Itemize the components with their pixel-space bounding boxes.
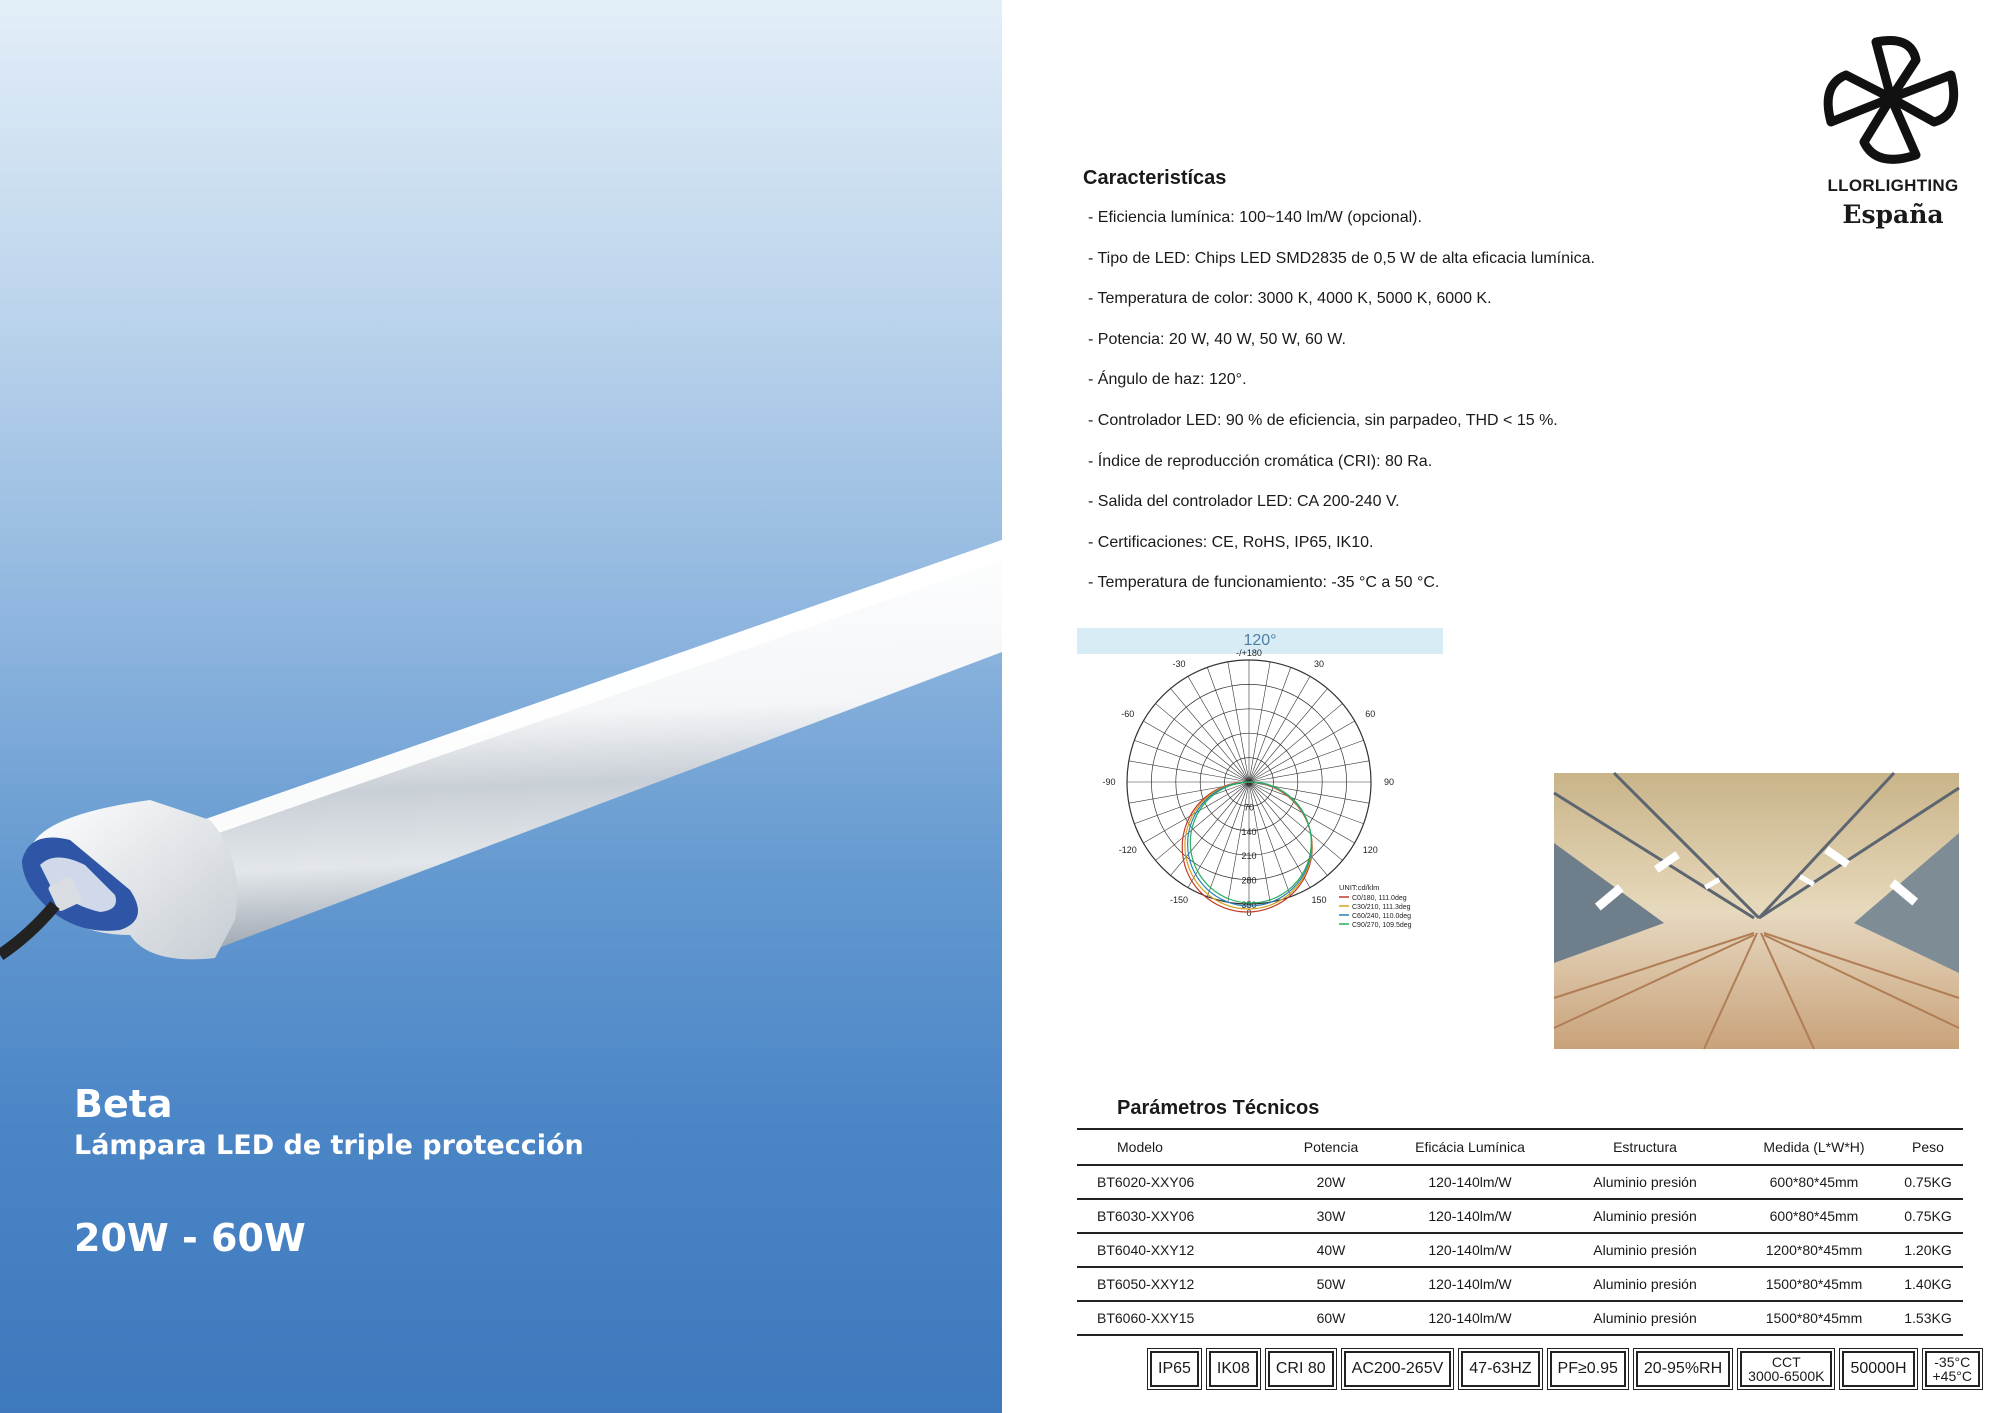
lifespan-icon xyxy=(1842,1351,1914,1387)
table-cell: 0.75KG xyxy=(1893,1165,1963,1199)
brand-name: LLORLIGHTING xyxy=(1827,176,1959,195)
table-row xyxy=(1077,1233,1963,1267)
params-heading: Parámetros Técnicos xyxy=(1117,1097,1320,1119)
table-cell: Aluminio presión xyxy=(1555,1301,1735,1335)
table-row xyxy=(1077,1165,1963,1199)
table-cell: 0.75KG xyxy=(1893,1199,1963,1233)
spec-label: PF≥0.95 xyxy=(1557,1360,1618,1377)
legend-entry: C60/240, 110.0deg xyxy=(1352,913,1412,920)
spec-label: -35°C xyxy=(1934,1354,1971,1370)
polar-angle-label: 90 xyxy=(1383,777,1395,787)
polar-radial-label: 350 xyxy=(1241,900,1257,910)
column-header: Modelo xyxy=(1077,1129,1277,1165)
polar-radial-label: 70 xyxy=(1243,802,1255,813)
legend-title: UNIT:cd/klm xyxy=(1339,883,1380,892)
feature-item: - Índice de reproducción cromática (CRI): 80 Ra. xyxy=(1088,452,1433,470)
table-cell: 1.53KG xyxy=(1893,1301,1963,1335)
polar-angle-label: -90 xyxy=(1102,777,1116,787)
poultry-house-photo xyxy=(1554,773,1959,1049)
polar-top-label: -/+180 xyxy=(1236,648,1262,658)
table-cell: BT6060-XXY15 xyxy=(1077,1301,1277,1335)
legend-entry: C30/210, 111.3deg xyxy=(1352,904,1411,911)
table-cell: 1200*80*45mm xyxy=(1735,1233,1893,1267)
table-cell: 120-140lm/W xyxy=(1385,1301,1555,1335)
table-cell: 1500*80*45mm xyxy=(1735,1267,1893,1301)
table-cell: 1.20KG xyxy=(1893,1233,1963,1267)
table-cell: 120-140lm/W xyxy=(1385,1233,1555,1267)
features-heading: Caracteristícas xyxy=(1083,167,1227,189)
table-cell: 120-140lm/W xyxy=(1385,1165,1555,1199)
table-cell: BT6030-XXY06 xyxy=(1077,1199,1277,1233)
table-cell: Aluminio presión xyxy=(1555,1165,1735,1199)
humidity-icon xyxy=(1636,1351,1730,1387)
table-header-row xyxy=(1077,1129,1963,1165)
table-cell: 20W xyxy=(1277,1165,1385,1199)
polar-angle-label: 30 xyxy=(1313,659,1325,670)
spec-label: CCT xyxy=(1771,1354,1801,1370)
spec-value: +45°C xyxy=(1932,1368,1972,1384)
table-cell: BT6040-XXY12 xyxy=(1077,1233,1277,1267)
table-row xyxy=(1077,1199,1963,1233)
spec-label: IP65 xyxy=(1158,1360,1191,1377)
polar-angle-label: 120 xyxy=(1362,845,1378,855)
brand-region: España xyxy=(1842,200,1944,229)
feature-item: - Controlador LED: 90 % de eficiencia, sin parpadeo, THD < 15 %. xyxy=(1088,411,1558,429)
polar-radial-label: 0 xyxy=(1246,778,1252,788)
feature-item: - Eficiencia lumínica: 100~140 lm/W (opcional). xyxy=(1088,209,1422,226)
polar-radial-label: 0 xyxy=(1246,908,1252,918)
polar-radial-label: 210 xyxy=(1241,851,1257,862)
table-row xyxy=(1077,1301,1963,1335)
polar-radial-label: 280 xyxy=(1241,875,1257,886)
feature-item: - Certificaciones: CE, RoHS, IP65, IK10. xyxy=(1088,533,1374,551)
beam-angle-label: 120° xyxy=(1077,628,1443,654)
spec-label: 50000H xyxy=(1850,1360,1907,1377)
table-cell: 600*80*45mm xyxy=(1735,1165,1893,1199)
column-header: Potencia xyxy=(1277,1129,1385,1165)
frequency-icon xyxy=(1461,1351,1539,1387)
table-cell: 600*80*45mm xyxy=(1735,1199,1893,1233)
feature-item: - Temperatura de funcionamiento: -35 °C a 50 °C. xyxy=(1088,574,1440,592)
feature-item: - Tipo de LED: Chips LED SMD2835 de 0,5 W de alta eficacia lumínica. xyxy=(1088,249,1595,267)
feature-item: - Ángulo de haz: 120°. xyxy=(1088,371,1247,389)
table-cell: Aluminio presión xyxy=(1555,1267,1735,1301)
table-cell: Aluminio presión xyxy=(1555,1199,1735,1233)
table-cell: Aluminio presión xyxy=(1555,1233,1735,1267)
technical-parameters-table xyxy=(1077,1128,1963,1336)
table-cell: 30W xyxy=(1277,1199,1385,1233)
feature-item: - Potencia: 20 W, 40 W, 50 W, 60 W. xyxy=(1088,330,1346,348)
polar-radial-label: 140 xyxy=(1241,826,1257,837)
table-cell: BT6020-XXY06 xyxy=(1077,1165,1277,1199)
spec-icon-strip xyxy=(1147,1348,1983,1390)
spec-label: 47-63HZ xyxy=(1469,1360,1532,1377)
table-cell: 120-140lm/W xyxy=(1385,1267,1555,1301)
spec-value: 3000-6500K xyxy=(1748,1368,1825,1384)
table-cell: 1.40KG xyxy=(1893,1267,1963,1301)
light-distribution-diagram xyxy=(1077,628,1443,960)
polar-angle-label: -150 xyxy=(1169,894,1189,905)
spec-label: IK08 xyxy=(1216,1360,1250,1377)
column-header: Medida (L*W*H) xyxy=(1735,1129,1893,1165)
polar-angle-label: -60 xyxy=(1121,709,1135,719)
legend-entry: C0/180, 111.0deg xyxy=(1352,895,1407,902)
feature-item: - Temperatura de color: 3000 K, 4000 K, 5000 K, 6000 K. xyxy=(1088,290,1492,308)
spec-label: 20-95%RH xyxy=(1643,1360,1723,1377)
spec-label: AC200-265V xyxy=(1351,1360,1444,1377)
ik-rating-icon xyxy=(1209,1351,1258,1387)
feature-item: - Salida del controlador LED: CA 200-240 V. xyxy=(1088,493,1400,511)
polar-angle-label: -30 xyxy=(1172,659,1186,670)
power-factor-icon xyxy=(1550,1351,1626,1387)
polar-chart xyxy=(1077,648,1443,960)
temperature-range-icon xyxy=(1925,1351,1980,1387)
table-cell: 60W xyxy=(1277,1301,1385,1335)
cri-icon xyxy=(1268,1351,1334,1387)
column-header: Estructura xyxy=(1555,1129,1735,1165)
column-header: Eficácia Lumínica xyxy=(1385,1129,1555,1165)
polar-angle-label: 60 xyxy=(1365,709,1376,719)
table-cell: 1500*80*45mm xyxy=(1735,1301,1893,1335)
product-subtitle: Lámpara LED de triple protección xyxy=(74,1130,584,1161)
spec-label: CRI 80 xyxy=(1275,1360,1326,1377)
features-list xyxy=(1088,207,1595,613)
table-cell: 40W xyxy=(1277,1233,1385,1267)
voltage-icon xyxy=(1344,1351,1452,1387)
table-cell: 50W xyxy=(1277,1267,1385,1301)
legend-entry: C90/270, 109.5deg xyxy=(1352,922,1412,929)
pinwheel-logo-icon xyxy=(1816,30,1966,170)
polar-angle-label: -120 xyxy=(1118,845,1137,855)
polar-angle-label: 150 xyxy=(1311,894,1327,905)
cct-icon xyxy=(1740,1351,1832,1387)
table-cell: 120-140lm/W xyxy=(1385,1199,1555,1233)
column-header: Peso xyxy=(1893,1129,1963,1165)
product-title: Beta xyxy=(74,1082,173,1126)
table-cell: BT6050-XXY12 xyxy=(1077,1267,1277,1301)
table-row xyxy=(1077,1267,1963,1301)
ip-rating-icon xyxy=(1150,1351,1199,1387)
power-range: 20W - 60W xyxy=(74,1216,306,1260)
